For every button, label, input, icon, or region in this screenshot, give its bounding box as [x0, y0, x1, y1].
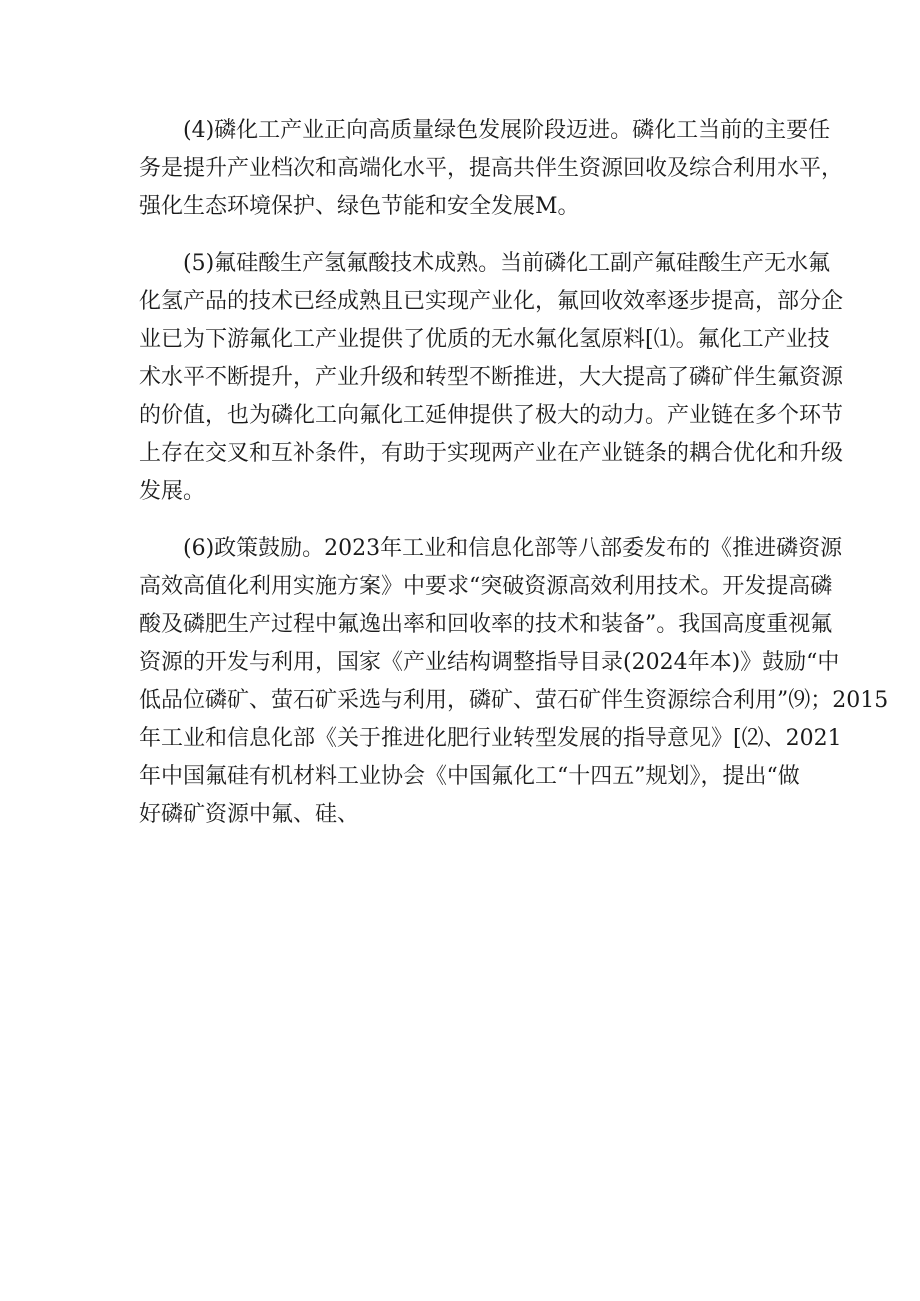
text-line: 高效高值化利用实施方案》中要求“突破资源高效利用技术。开发提高磷 [139, 574, 833, 599]
text-line: 发展。 [139, 479, 206, 504]
text-line: 务是提升产业档次和高端化水平，提高共伴生资源回收及综合利用水平， [139, 156, 844, 181]
text-line: 低品位磷矿、萤石矿采选与利用，磷矿、萤石矿伴生资源综合利用”⑼；2015 [139, 688, 889, 713]
text-line: 好磷矿资源中氟、硅、 [139, 802, 360, 827]
text-line: 年工业和信息化部《关于推进化肥行业转型发展的指导意见》[⑵、2021 [139, 726, 842, 751]
text-line: 资源的开发与利用，国家《产业结构调整指导目录(2024年本)》鼓励“中 [139, 650, 840, 675]
paragraph-6 [139, 530, 889, 834]
text-line: 年中国氟硅有机材料工业协会《中国氟化工“十四五”规划》，提出“做 [139, 764, 800, 789]
text-line: (6)政策鼓励。2023年工业和信息化部等八部委发布的《推进磷资源 [183, 536, 843, 561]
text-line: 业已为下游氟化工产业提供了优质的无水氟化氢原料[⑴。氟化工产业技 [139, 327, 830, 352]
text-line: 术水平不断提升，产业升级和转型不断推进，大大提高了磷矿伴生氟资源 [139, 365, 844, 390]
text-line: 的价值，也为磷化工向氟化工延伸提供了极大的动力。产业链在多个环节 [139, 403, 844, 428]
text-line: 酸及磷肥生产过程中氟逸出率和回收率的技术和装备”。我国高度重视氟 [139, 612, 833, 637]
paragraph-4 [139, 112, 844, 226]
text-line: 化氢产品的技术已经成熟且已实现产业化，氟回收效率逐步提高，部分企 [139, 289, 844, 314]
text-line: (5)氟硅酸生产氢氟酸技术成熟。当前磷化工副产氟硅酸生产无水氟 [183, 251, 831, 276]
text-line: (4)磷化工产业正向高质量绿色发展阶段迈进。磷化工当前的主要任 [183, 118, 831, 143]
text-line: 上存在交叉和互补条件，有助于实现两产业在产业链条的耦合优化和升级 [139, 441, 844, 466]
document-page [139, 112, 889, 834]
text-line: 强化生态环境保护、绿色节能和安全发展M。 [139, 194, 580, 219]
paragraph-5 [139, 245, 844, 511]
